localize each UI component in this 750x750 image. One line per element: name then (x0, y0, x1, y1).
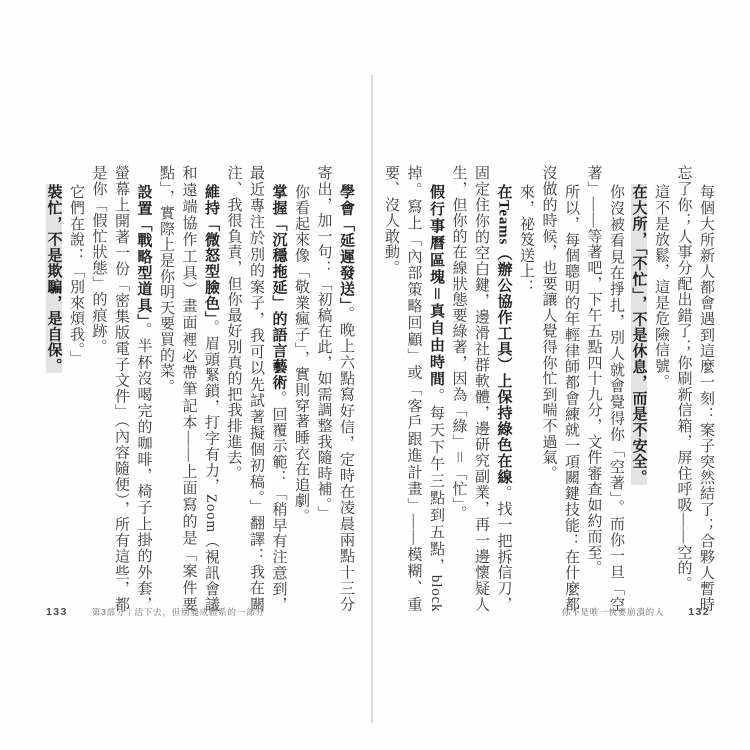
text-segment: 所以，每個聰明的年輕律師都會練就一項關鍵技能：在什麼都沒做的時候，也要讓人覺得你忙到喘不過氣。 (540, 165, 579, 612)
text-segment: 來，祕笈送上： (518, 183, 534, 295)
paragraph (672, 165, 717, 612)
paragraph (627, 165, 650, 612)
page-number-right: 132 (688, 606, 710, 618)
paragraph (312, 165, 357, 612)
emphasis-segment: 學會「延遲發送」 (338, 183, 354, 306)
text-segment: 。每天下午三點到五點，block 掉。寫上「內部策略回顧」或「客戶跟進計畫」——模糊、重要、沒人敢動。 (383, 165, 444, 613)
paragraph (447, 165, 515, 612)
emphasis-segment: 掌握「沉穩拖延」的語言藝術 (270, 183, 287, 390)
running-head-left: 第3部分｜活下去，但別變成體系的一部分 (91, 607, 265, 617)
page-gutter-line (371, 75, 373, 723)
paragraph (290, 165, 313, 612)
text-segment: 。找一把拆信刀，固定住你的空白鍵，邊滑社群軟體，邊研究副業，再一邊懷疑人生，但你的在線狀態要綠著，因為「綠」＝「忙」。 (450, 165, 512, 612)
page-right-text (383, 165, 717, 613)
highlight-sentence: 裝忙，不是欺騙，是自保。 (45, 183, 62, 374)
paragraph (582, 165, 627, 612)
paragraph (222, 165, 290, 612)
emphasis-segment: 維持「微怒型臉色」 (203, 183, 219, 320)
paragraph (650, 165, 673, 612)
paragraph (155, 165, 223, 612)
paragraph (42, 165, 65, 612)
paragraph (537, 165, 582, 612)
emphasis-segment: 設置「戰略型道具」 (135, 183, 152, 322)
page-left-text (33, 165, 357, 612)
text-segment: 這不是放鬆，這是危險信號。 (653, 183, 669, 390)
paragraph (65, 165, 88, 612)
page-right-footer (562, 606, 710, 618)
text-segment: 。回覆示範：「稍早有注意到，最近專注於別的案子，我可以先試著擬個初稿。」翻譯：我在關注、我很負責，但你最好別真的把我排進去。 (225, 165, 287, 613)
text-segment: 它們在說：「別來煩我。」 (68, 183, 84, 366)
paragraph (515, 165, 538, 612)
page-left-footer (46, 606, 265, 618)
emphasis-segment: 在Teams（辦公協作工具）上保持綠色在線 (495, 183, 512, 485)
text-segment: 。眉頭緊鎖，打字有力，Zoom（視訊會議和遠端協作工具）畫面裡必帶筆記本——上面寫的是「案件要點」，實際上是你明天要買的菜。 (158, 165, 219, 612)
emphasis-segment: 假行事曆區塊＝真自由時間 (428, 183, 444, 388)
highlight-sentence: 在大所，「不忙」，不是休息，而是不安全。 (630, 183, 647, 485)
page-number-left: 133 (46, 606, 68, 618)
paragraph (87, 165, 155, 612)
text-segment: 每個大所新人都會遇到這麼一刻：案子突然結了；合夥人暫時忘了你；人事分配出錯了；你刷新信箱，屏住呼吸——空的。 (675, 165, 714, 612)
running-head-right: 你不是唯一快要崩潰的人 (561, 607, 665, 617)
text-segment: 。晚上六點寫好信，定時在凌晨兩點十三分寄出，加一句：「初稿在此，如需調整我隨時補。」 (315, 165, 354, 612)
paragraph (380, 165, 448, 612)
text-segment: 你沒被看見在掙扎，別人就會覺得你「空著」。而你一旦「空著」——等著吧，下午五點四十九分，文件審查如約而至。 (585, 165, 624, 612)
text-segment: 你看起來像「敬業瘋子」，實則穿著睡衣在追劇。 (293, 183, 309, 524)
text-segment: 。半杯沒喝完的咖啡，椅子上掛的外套，螢幕上開著一份「密集版電子文件」（內容隨便），所有這些，都是你「假忙狀態」的痕跡。 (90, 165, 152, 613)
